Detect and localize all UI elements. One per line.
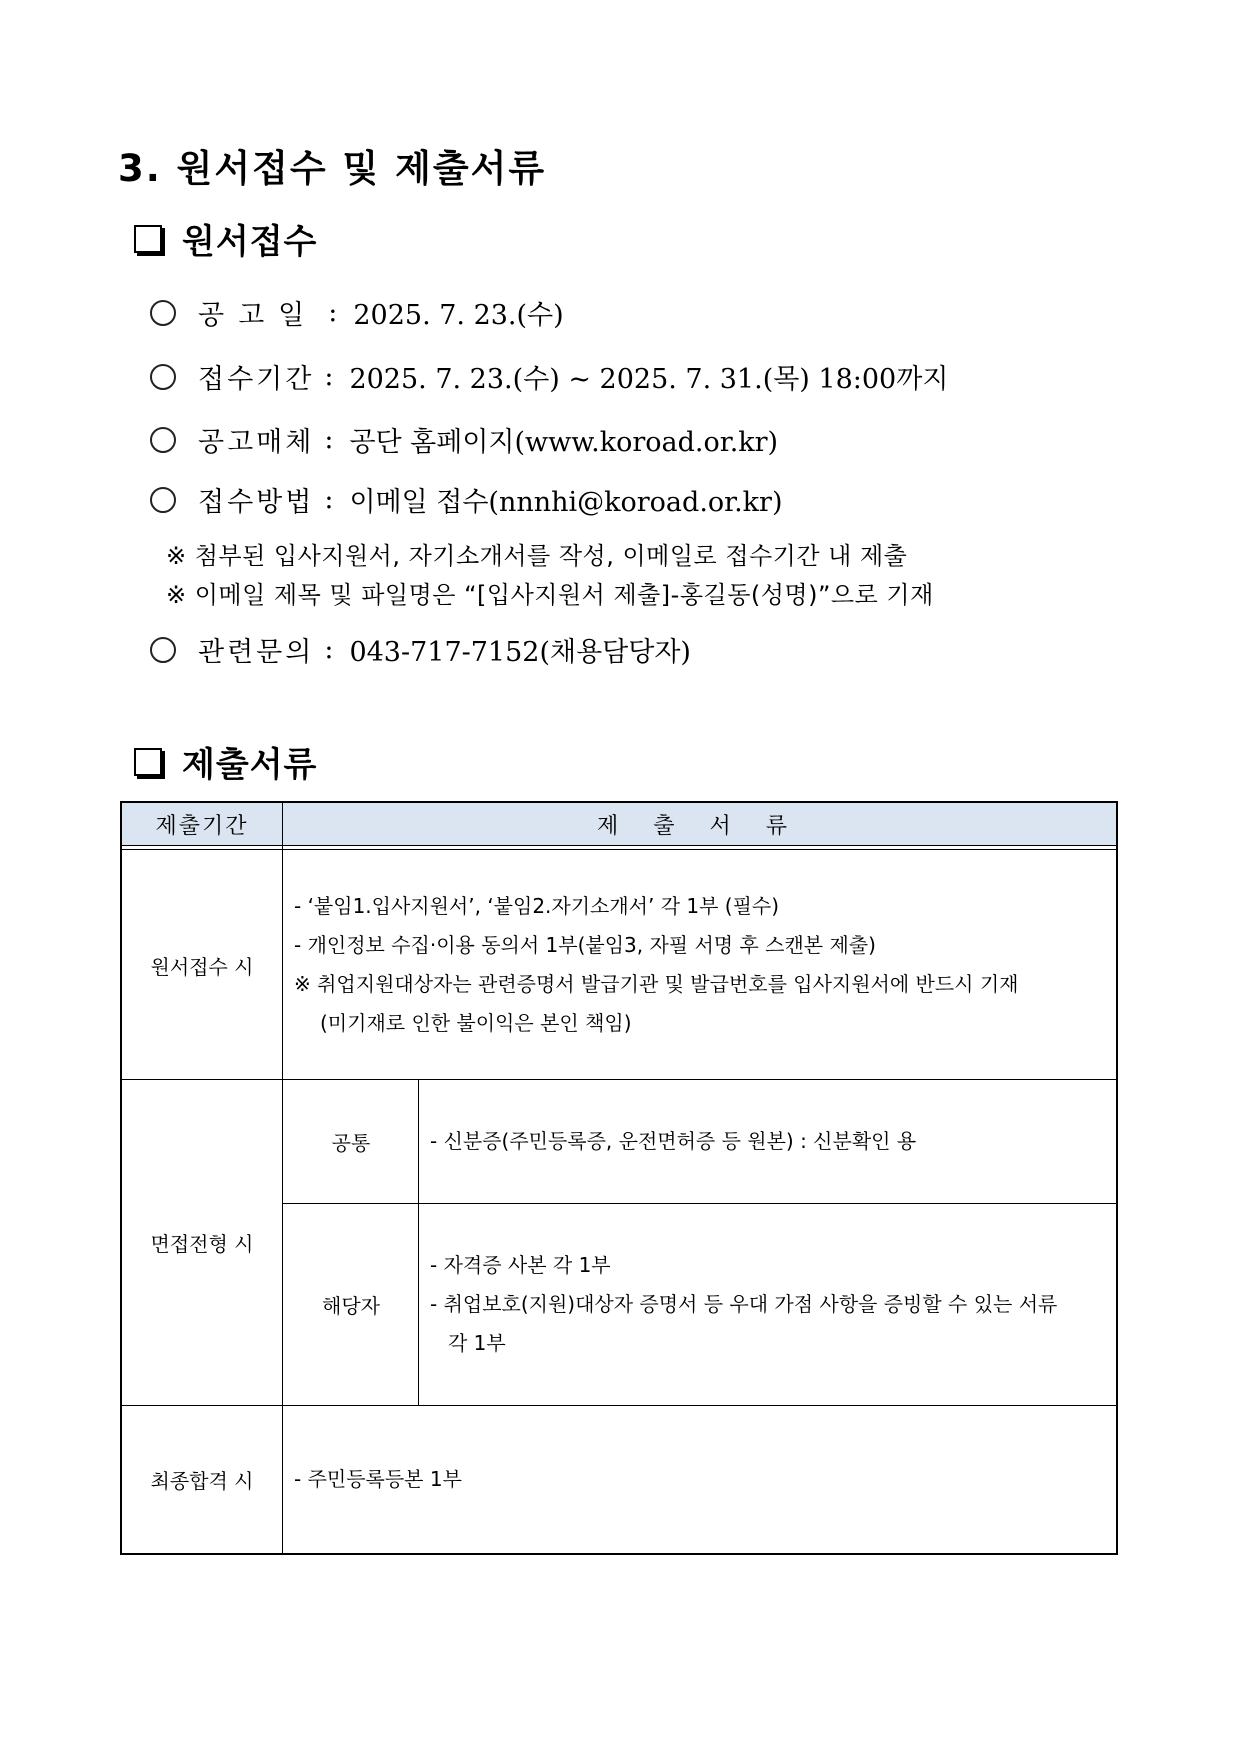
page-title: 3. 원서접수 및 제출서류 bbox=[118, 147, 547, 190]
list-item: - 주민등록등본 1부 bbox=[294, 1466, 462, 1491]
info-value: 2025. 7. 23.(수) ~ 2025. 7. 31.(목) 18:00까지 bbox=[349, 364, 949, 395]
info-line-method bbox=[150, 480, 782, 519]
table-divider bbox=[122, 1405, 1116, 1406]
info-line-apply-period bbox=[150, 357, 948, 396]
row-final-docs bbox=[284, 1405, 1116, 1553]
table-header-period: 제출기간 bbox=[122, 803, 282, 845]
row-interview-applicable-label: 해당자 bbox=[322, 1293, 380, 1318]
colon-separator: : bbox=[324, 634, 334, 665]
section-heading-apply bbox=[134, 214, 317, 263]
table-divider bbox=[122, 849, 1116, 850]
colon-separator: : bbox=[324, 424, 334, 455]
colon-separator: : bbox=[324, 361, 334, 392]
list-item: - 개인정보 수집·이용 동의서 1부(붙임3, 자필 서명 후 스캔본 제출) bbox=[294, 933, 876, 957]
info-value: 2025. 7. 23.(수) bbox=[353, 300, 564, 331]
row-interview-common-docs bbox=[420, 1079, 1116, 1203]
table-divider bbox=[122, 1079, 1116, 1080]
list-item: (미기재로 인한 불이익은 본인 책임) bbox=[320, 1011, 632, 1035]
row-apply-docs bbox=[284, 851, 1116, 1079]
section-heading-docs bbox=[134, 737, 317, 786]
info-value: 043-717-7152(채용담당자) bbox=[349, 637, 691, 668]
table-divider bbox=[122, 845, 1116, 846]
documents-table bbox=[120, 801, 1118, 1555]
row-apply-period: 원서접수 시 bbox=[150, 954, 254, 979]
checkbox-square-icon bbox=[134, 748, 162, 776]
list-item: - 자격증 사본 각 1부 bbox=[430, 1252, 611, 1277]
info-label: 접수방법 bbox=[198, 487, 315, 518]
circle-bullet-icon bbox=[150, 364, 176, 390]
info-line-contact bbox=[150, 630, 691, 669]
info-label: 공고매체 bbox=[198, 427, 315, 458]
circle-bullet-icon bbox=[150, 427, 176, 453]
info-value: 공단 홈페이지(www.koroad.or.kr) bbox=[349, 427, 779, 458]
note-email-subject: ※ 이메일 제목 및 파일명은 “[입사지원서 제출]-홍길동(성명)”으로 기재 bbox=[166, 581, 934, 609]
table-divider bbox=[282, 1203, 1116, 1204]
checkbox-square-icon bbox=[134, 225, 162, 253]
list-item: ※ 취업지원대상자는 관련증명서 발급기관 및 발급번호를 입사지원서에 반드시 기재 bbox=[294, 972, 1019, 996]
row-interview-period: 면접전형 시 bbox=[150, 1231, 254, 1256]
circle-bullet-icon bbox=[150, 300, 176, 326]
circle-bullet-icon bbox=[150, 637, 176, 663]
list-item: - 취업보호(지원)대상자 증명서 등 우대 가점 사항을 증빙할 수 있는 서류 bbox=[430, 1291, 1058, 1316]
list-item: - ‘붙임1.입사지원서’, ‘붙임2.자기소개서’ 각 1부 (필수) bbox=[294, 894, 780, 918]
list-item: - 신분증(주민등록증, 운전면허증 등 원본) : 신분확인 용 bbox=[430, 1128, 917, 1153]
info-label: 공고일 bbox=[198, 300, 319, 331]
colon-separator: : bbox=[324, 484, 334, 515]
table-divider bbox=[418, 1079, 419, 1405]
row-interview-applicable-docs bbox=[420, 1203, 1116, 1405]
circle-bullet-icon bbox=[150, 487, 176, 513]
list-item: 각 1부 bbox=[448, 1330, 506, 1355]
section-heading-apply-label: 원서접수 bbox=[182, 222, 318, 262]
colon-separator: : bbox=[328, 297, 338, 328]
info-label: 접수기간 bbox=[198, 364, 315, 395]
table-divider bbox=[282, 803, 283, 1553]
info-value: 이메일 접수(nnnhi@koroad.or.kr) bbox=[349, 487, 783, 518]
info-label: 관련문의 bbox=[198, 637, 315, 668]
info-line-announce-date bbox=[150, 293, 564, 332]
info-line-media bbox=[150, 420, 778, 459]
section-heading-docs-label: 제출서류 bbox=[182, 745, 318, 785]
row-final-period: 최종합격 시 bbox=[150, 1468, 254, 1493]
table-header-docs: 제 출 서 류 bbox=[282, 803, 1116, 845]
note-attachment: ※ 첨부된 입사지원서, 자기소개서를 작성, 이메일로 접수기간 내 제출 bbox=[166, 542, 908, 570]
row-interview-common-label: 공통 bbox=[331, 1130, 371, 1155]
